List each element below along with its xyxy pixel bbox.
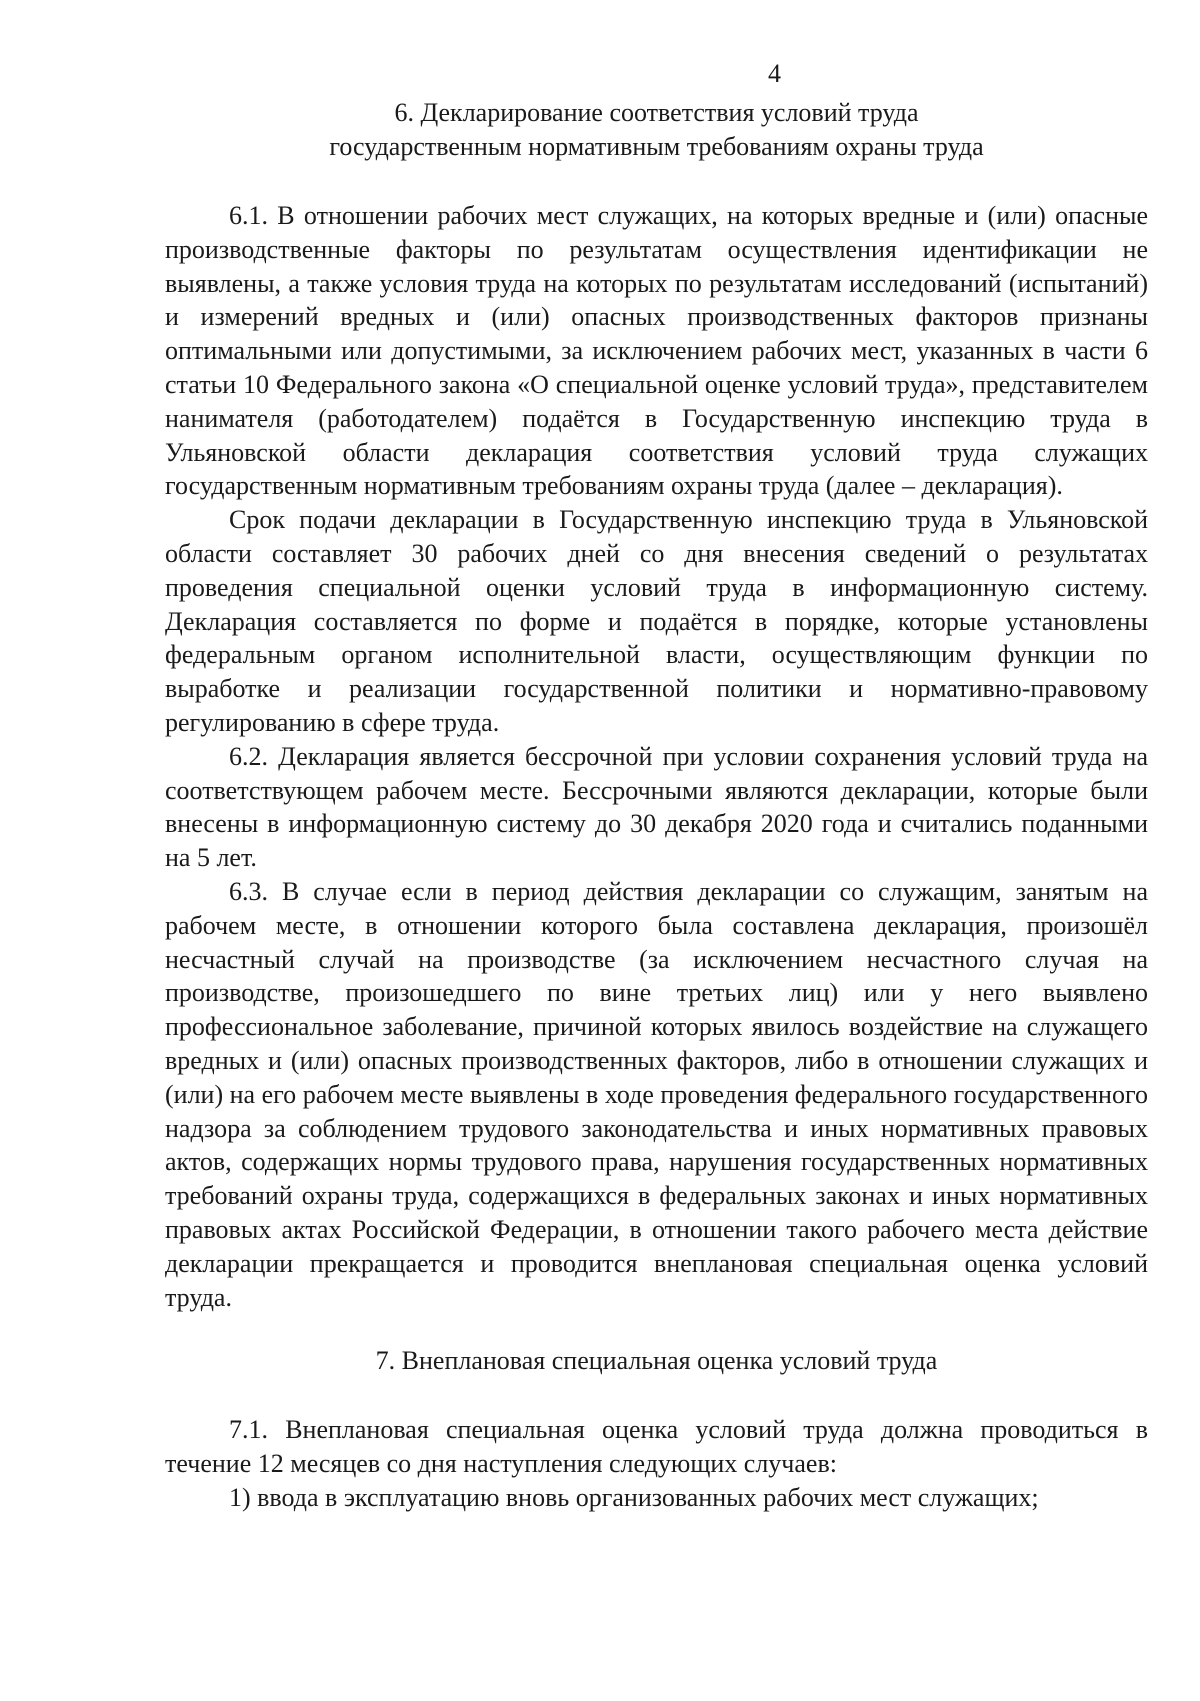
paragraph-6-2: 6.2. Декларация является бессрочной при условии сохранения условий труда на соответствующем рабочем месте. Бессрочными являются декларации, которые были внесены в информационную систему до 30 декабря 2020 года и считались поданными на 5 лет. <box>165 741 1148 873</box>
paragraph-submission-deadline: Срок подачи декларации в Государственную инспекцию труда в Ульяновской области составляет 30 рабочих дней со дня внесения сведений о результатах проведения специальной оценки условий труда в информационную систему. Декларация составляется по форме и подаётся в порядке, которые установлены федеральным органом исполнительной власти, осуществляющим функции по выработке и реализации государственной политики и нормативно-правовому регулированию в сфере труда. <box>165 505 1148 737</box>
section-6-title-line-2: государственным нормативным требованиям охраны труда <box>329 132 984 161</box>
paragraph-7-1: 7.1. Внеплановая специальная оценка условий труда должна проводиться в течение 12 месяцев со дня наступления следующих случаев: <box>165 1415 1148 1479</box>
spacer <box>165 164 1148 199</box>
paragraph-6-3: 6.3. В случае если в период действия декларации со служащим, занятым на рабочем месте, в отношении которого была составлена декларация, произошёл несчастный случай на производстве (за исключением несчастного случая на производстве, произошедшего по вине третьих лиц) или у него выявлено профессиональное заболевание, причиной которых явилось воздействие на служащего вредных и (или) опасных производственных факторов, либо в отношении служащих и (или) на его рабочем месте выявлены в ходе проведения федерального государственного надзора за соблюдением трудового законодательства и иных нормативных правовых актов, содержащих нормы трудового права, нарушения государственных нормативных требований охраны труда, содержащихся в федеральных законах и иных нормативных правовых актах Российской Федерации, в отношении такого рабочего места действие декларации прекращается и проводится внеплановая специальная оценка условий труда. <box>165 876 1148 1312</box>
section-7-title: 7. Внеплановая специальная оценка условий труда <box>375 1346 938 1376</box>
section-6-title-line-1: 6. Декларирование соответствия условий труда <box>394 98 919 127</box>
spacer <box>165 1378 1148 1413</box>
section-7-heading <box>165 1344 1148 1378</box>
section-6-body <box>165 199 1148 1314</box>
list-item-7-1-1: 1) ввода в эксплуатацию вновь организованных рабочих мест служащих; <box>229 1482 1039 1512</box>
section-7-body <box>165 1413 1148 1514</box>
section-6-heading <box>165 96 1148 164</box>
page-number: 4 <box>768 59 781 88</box>
spacer <box>165 1314 1148 1344</box>
paragraph-6-1: 6.1. В отношении рабочих мест служащих, на которых вредные и (или) опасные производственные факторы по результатам осуществления идентификации не выявлены, а также условия труда на которых по результатам исследований (испытаний) и измерений вредных и (или) опасных производственных факторов признаны оптимальными или допустимыми, за исключением рабочих мест, указанных в части 6 статьи 10 Федерального закона «О специальной оценке условий труда», представителем нанимателя (работодателем) подаётся в Государственную инспекцию труда в Ульяновской области декларация соответствия условий труда служащих государственным нормативным требованиям охраны труда (далее – декларация). <box>165 201 1148 501</box>
